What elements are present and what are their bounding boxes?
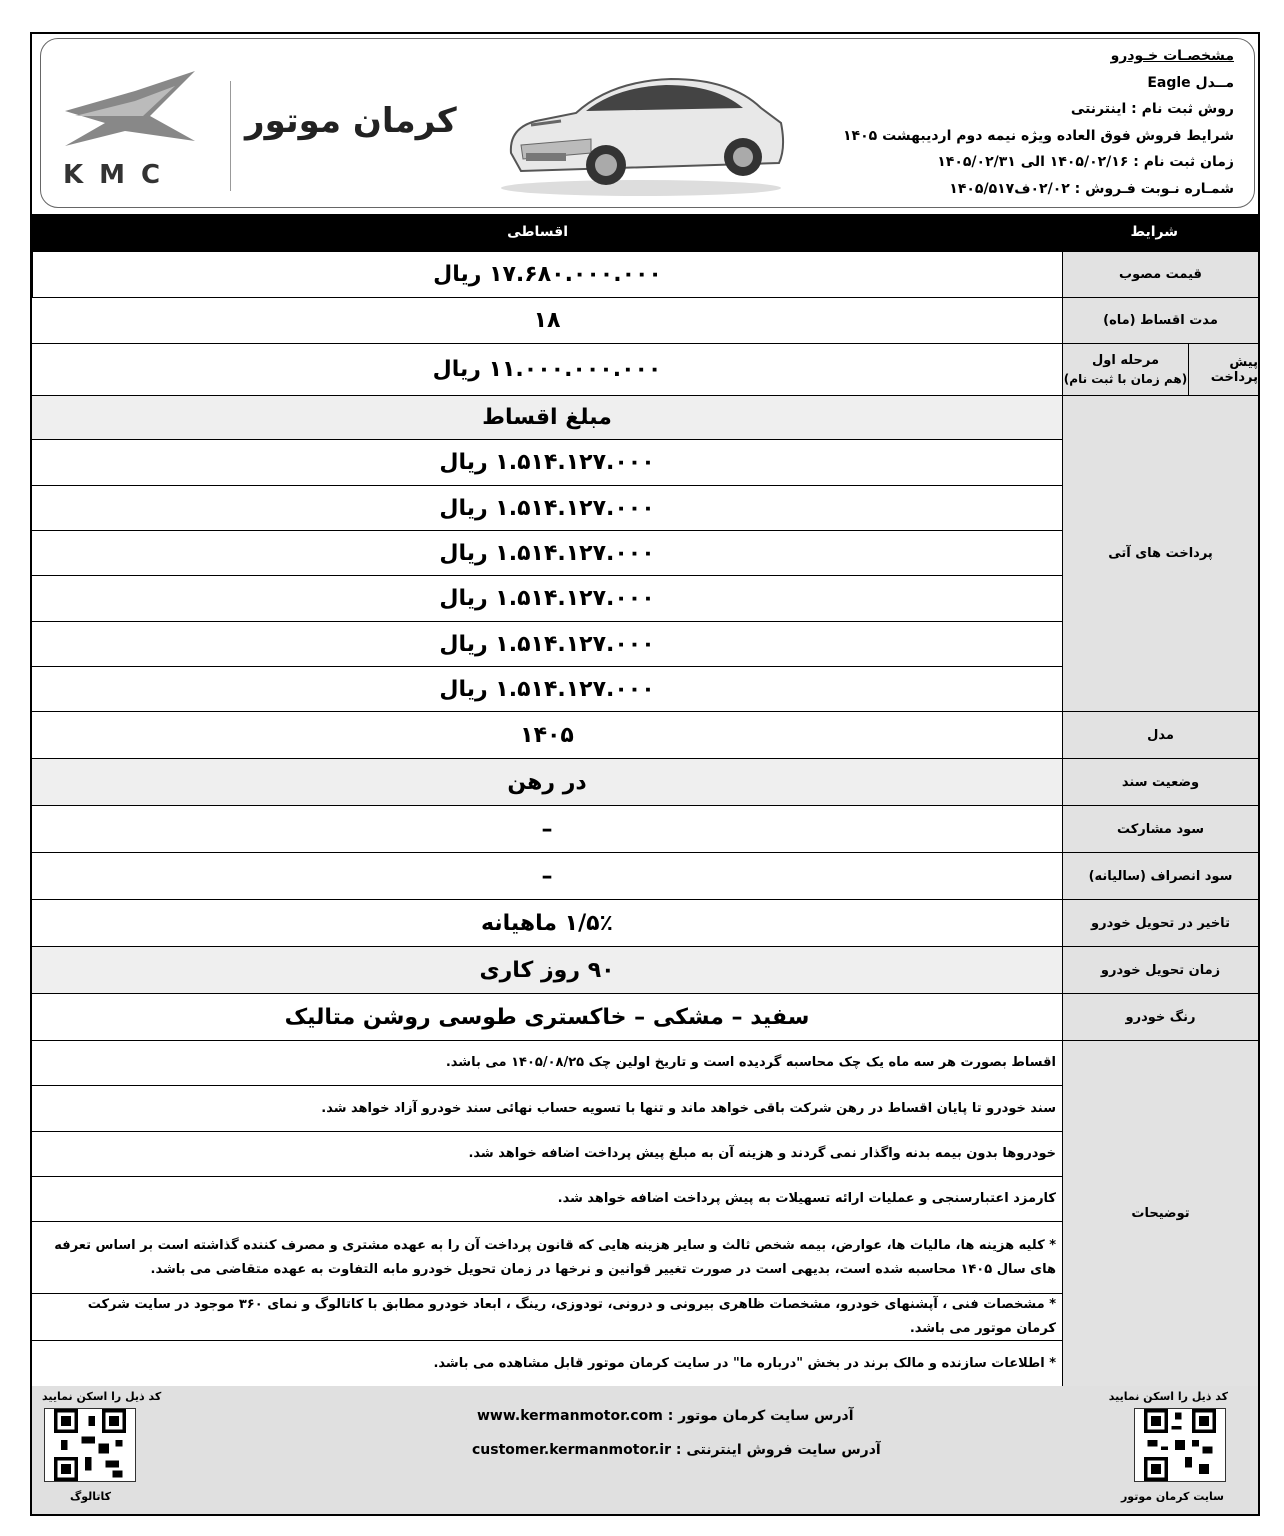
online-sale-address: [472, 1442, 881, 1458]
scan-hint-left: کد ذیل را اسکن نمایید: [42, 1390, 162, 1403]
participation-profit-label: سود مشارکت: [1062, 806, 1258, 853]
installment-row: ۱.۵۱۴.۱۲۷.۰۰۰ ریال: [32, 622, 1062, 667]
installment-row: ۱.۵۱۴.۱۲۷.۰۰۰ ریال: [32, 531, 1062, 576]
brand-text: کرمان موتور: [245, 101, 457, 141]
note-item: اقساط بصورت هر سه ماه یک چک محاسبه گردیده است و تاریخ اولین چک ۱۴۰۵/۰۸/۲۵ می باشد.: [32, 1041, 1062, 1086]
participation-profit-value: –: [32, 806, 1062, 853]
registration-time: زمان ثبت نام : ۱۴۰۵/۰۲/۱۶ الی ۱۴۰۵/۰۲/۳۱: [937, 154, 1234, 170]
document-status-value: در رهن: [32, 759, 1062, 806]
installments-header: مبلغ اقساط: [32, 396, 1062, 440]
header-installment: اقساطی: [507, 224, 568, 240]
header-conditions: شرایط: [1130, 224, 1178, 240]
installment-row: ۱.۵۱۴.۱۲۷.۰۰۰ ریال: [32, 486, 1062, 531]
installment-row: ۱.۵۱۴.۱۲۷.۰۰۰ ریال: [32, 440, 1062, 486]
document-status-label: وضعیت سند: [1062, 759, 1258, 806]
online-address-label: آدرس سایت فروش اینترنتی :: [675, 1442, 881, 1458]
sale-turn-number: شمـاره نـوبت فـروش : ۰۲/۰۲ف۱۴۰۵/۵۱۷: [949, 180, 1234, 197]
first-stage-title: مرحله اول: [1091, 353, 1160, 368]
online-url-link[interactable]: customer.kermanmotor.ir: [472, 1442, 672, 1458]
header-box: [40, 38, 1255, 208]
site-address: [477, 1408, 854, 1424]
cancellation-profit-label: سود انصراف (سالیانه): [1062, 853, 1258, 900]
footer: [32, 1386, 1258, 1514]
delivery-time-label: زمان تحویل خودرو: [1062, 947, 1258, 994]
note-item: سند خودرو تا پایان اقساط در رهن شرکت باقی خواهد ماند و تنها با تسویه حساب نهائی سند خودرو آزاد خواهد شد.: [32, 1086, 1062, 1132]
specs-title: مشخصـات خـودرو: [1110, 48, 1234, 64]
site-url-link[interactable]: www.kermanmotor.com: [477, 1408, 663, 1424]
vehicle-specs: [843, 43, 1234, 202]
prepayment-label: پیش پرداخت: [1188, 344, 1258, 396]
installment-row: ۱.۵۱۴.۱۲۷.۰۰۰ ریال: [32, 576, 1062, 622]
car-image: [481, 53, 801, 203]
model-value: ۱۴۰۵: [32, 712, 1062, 759]
note-item: * مشخصات فنی ، آپشنهای خودرو، مشخصات ظاهری بیرونی و درونی، تودوزی، رینگ ، ابعاد خودرو مطابق با کاتالوگ و نمای ۳۶۰ موجود در سایت شرکت کرمان موتور می باشد.: [32, 1294, 1062, 1341]
cancellation-profit-value: –: [32, 853, 1062, 900]
future-payments-label: پرداخت های آتی: [1062, 396, 1258, 712]
delivery-delay-label: تاخیر در تحویل خودرو: [1062, 900, 1258, 947]
qr-code-catalog[interactable]: [44, 1408, 136, 1482]
table-header: [32, 214, 1258, 252]
approved-price-value: ۱۷.۶۸۰.۰۰۰.۰۰۰ ریال: [32, 252, 1062, 298]
brand-logo: [55, 61, 457, 191]
approved-price-label: قیمت مصوب: [1062, 252, 1258, 298]
svg-text:KMC: KMC: [63, 160, 177, 190]
notes-label: توضیحات: [1062, 1041, 1258, 1386]
installment-months-value: ۱۸: [32, 298, 1062, 344]
model-label: مدل: [1062, 712, 1258, 759]
first-stage-label: [1062, 344, 1188, 396]
color-value: سفید – مشکی – خاکستری طوسی روشن متالیک: [32, 994, 1062, 1041]
kmc-logo-icon: [55, 61, 225, 191]
qr-icon: [1135, 1409, 1225, 1481]
registration-method: روش ثبت نام : اینترنتی: [1070, 101, 1234, 117]
installment-months-label: مدت اقساط (ماه): [1062, 298, 1258, 344]
installment-row: ۱.۵۱۴.۱۲۷.۰۰۰ ریال: [32, 667, 1062, 712]
note-item: خودروها بدون بیمه بدنه واگذار نمی گردند و هزینه آن به مبلغ پیش پرداخت اضافه خواهد شد.: [32, 1132, 1062, 1177]
qr-caption-catalog: کاتالوگ: [70, 1490, 112, 1503]
prepayment-value: ۱۱.۰۰۰.۰۰۰.۰۰۰ ریال: [32, 344, 1062, 396]
first-stage-sub: (هم زمان با ثبت نام): [1063, 372, 1188, 386]
sale-conditions: شرایط فروش فوق العاده ویژه نیمه دوم اردیبهشت ۱۴۰۵: [843, 127, 1234, 144]
site-address-label: آدرس سایت کرمان موتور :: [667, 1408, 854, 1424]
qr-caption-site: سایت کرمان موتور: [1120, 1490, 1224, 1503]
note-item: * اطلاعات سازنده و مالک برند در بخش "درباره ما" در سایت کرمان موتور قابل مشاهده می باشد.: [433, 1355, 1056, 1371]
delivery-delay-value: ۱/۵٪ ماهیانه: [32, 900, 1062, 947]
delivery-time-value: ۹۰ روز کاری: [32, 947, 1062, 994]
color-label: رنگ خودرو: [1062, 994, 1258, 1041]
qr-code-site[interactable]: [1134, 1408, 1226, 1482]
note-item: کارمزد اعتبارسنجی و عملیات ارائه تسهیلات به پیش پرداخت اضافه خواهد شد.: [32, 1177, 1062, 1222]
note-item: * کلیه هزینه ها، مالیات ها، عوارض، بیمه شخص ثالث و سایر هزینه هایی که قانون پرداخت آن را به عهده مشتری و مصرف کننده گذاشته است بر اساس تعرفه های سال ۱۴۰۵ محاسبه شده است، بدیهی است در صورت تغییر قوانین و نرخها در زمان تحویل خودرو مابه التفاوت به عهده متقاضی می باشد.: [32, 1222, 1062, 1294]
scan-hint-right: کد ذیل را اسکن نمایید: [1108, 1390, 1228, 1403]
qr-icon: [45, 1409, 135, 1481]
logo-separator: [230, 81, 231, 191]
model-line: مــدل Eagle: [1147, 74, 1234, 91]
